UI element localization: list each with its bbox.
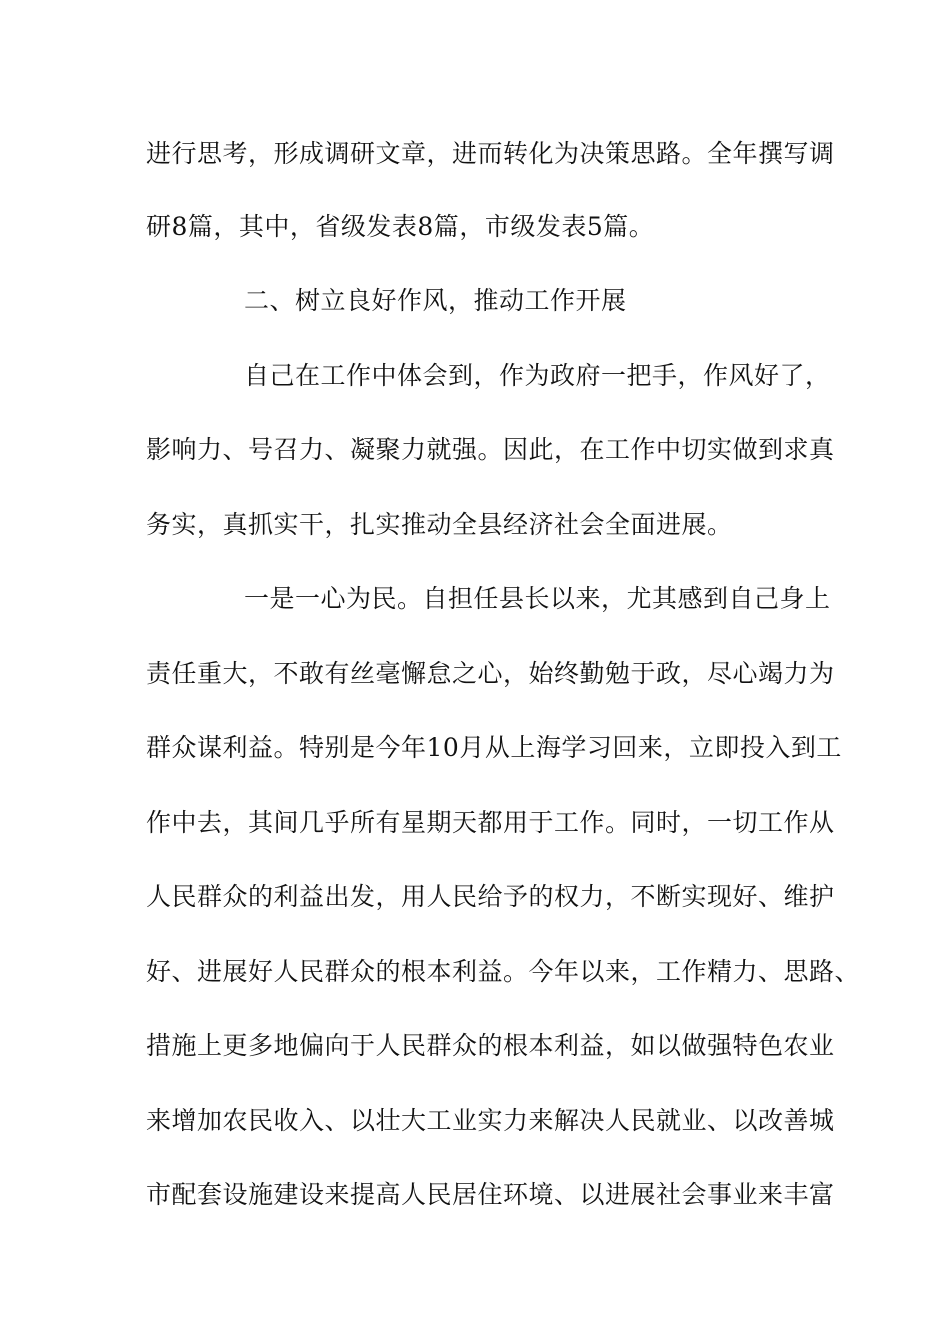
text-line: 好、进展好人民群众的根本利益。今年以来，工作精力、思路、 <box>146 957 861 986</box>
paragraph-first-line: 自己在工作中体会到，作为政府一把手，作风好了， <box>244 361 831 390</box>
text-line: 措施上更多地偏向于人民群众的根本利益，如以做强特色农业 <box>146 1031 835 1060</box>
section-heading: 二、树立良好作风，推动工作开展 <box>244 286 627 315</box>
text-line: 群众谋利益。特别是今年10月从上海学习回来，立即投入到工 <box>146 733 842 762</box>
text-line: 研8篇，其中，省级发表8篇，市级发表5篇。 <box>146 212 655 241</box>
text-line: 来增加农民收入、以壮大工业实力来解决人民就业、以改善城 <box>146 1106 835 1135</box>
text-line: 人民群众的利益出发，用人民给予的权力，不断实现好、维护 <box>146 882 835 911</box>
text-line: 影响力、号召力、凝聚力就强。因此，在工作中切实做到求真 <box>146 435 835 464</box>
paragraph-first-line: 一是一心为民。自担任县长以来，尤其感到自己身上 <box>244 584 831 613</box>
text-line: 进行思考，形成调研文章，进而转化为决策思路。全年撰写调 <box>146 139 835 168</box>
text-line: 责任重大，不敢有丝毫懈怠之心，始终勤勉于政，尽心竭力为 <box>146 659 835 688</box>
text-line: 务实，真抓实干，扎实推动全县经济社会全面进展。 <box>146 510 733 539</box>
text-line: 市配套设施建设来提高人民居住环境、以进展社会事业来丰富 <box>146 1180 835 1209</box>
text-line: 作中去，其间几乎所有星期天都用于工作。同时，一切工作从 <box>146 808 835 837</box>
